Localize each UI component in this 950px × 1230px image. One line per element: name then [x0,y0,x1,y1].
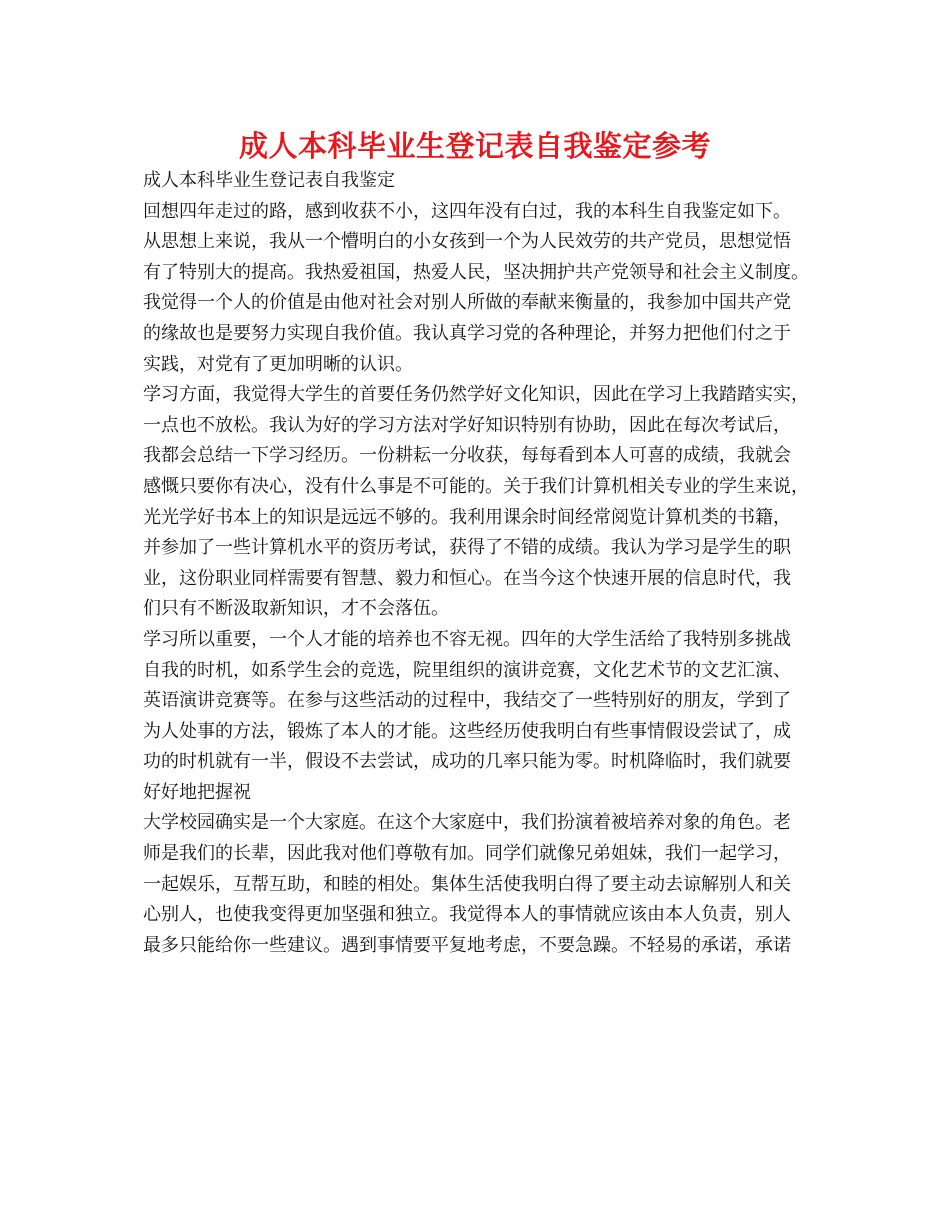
body-line: 感慨只要你有决心，没有什么事是不可能的。关于我们计算机相关专业的学生来说， [143,475,809,497]
document-title: 成人本科毕业生登记表自我鉴定参考 [238,129,711,163]
body-line: 英语演讲竞赛等。在参与这些活动的过程中，我结交了一些特别好的朋友，学到了 [143,690,791,712]
body-line: 们只有不断汲取新知识，才不会落伍。 [143,598,449,620]
body-line: 并参加了一些计算机水平的资历考试，获得了不错的成绩。我认为学习是学生的职 [143,537,791,559]
body-line: 我都会总结一下学习经历。一份耕耘一分收获，每每看到本人可喜的成绩，我就会 [143,445,791,467]
body-line: 心别人，也使我变得更加坚强和独立。我觉得本人的事情就应该由本人负责，别人 [143,904,791,926]
body-line: 一起娱乐，互帮互助，和睦的相处。集体生活使我明白得了要主动去谅解别人和关 [143,873,791,895]
body-line: 一点也不放松。我认为好的学习方法对学好知识特别有协助，因此在每次考试后， [143,414,791,436]
body-line: 业，这份职业同样需要有智慧、毅力和恒心。在当今这个快速开展的信息时代，我 [143,567,791,589]
body-line: 师是我们的长辈，因此我对他们尊敬有加。同学们就像兄弟姐妹，我们一起学习， [143,843,791,865]
body-line: 成人本科毕业生登记表自我鉴定 [143,170,395,191]
body-line: 光光学好书本上的知识是远远不够的。我利用课余时间经常阅览计算机类的书籍， [143,506,791,528]
body-line: 自我的时机，如系学生会的竞选，院里组织的演讲竞赛，文化艺术节的文艺汇演、 [143,659,791,681]
body-line: 为人处事的方法，锻炼了本人的才能。这些经历使我明白有些事情假设尝试了，成 [143,720,791,742]
body-line: 学习方面，我觉得大学生的首要任务仍然学好文化知识，因此在学习上我踏踏实实， [143,384,809,406]
body-line: 实践，对党有了更加明晰的认识。 [143,353,413,375]
body-line: 有了特别大的提高。我热爱祖国，热爱人民，坚决拥护共产党领导和社会主义制度。 [143,261,809,283]
body-line: 从思想上来说，我从一个懵明白的小女孩到一个为人民效劳的共产党员，思想觉悟 [143,231,791,253]
body-line: 大学校园确实是一个大家庭。在这个大家庭中，我们扮演着被培养对象的角色。老 [143,812,791,834]
document-body [143,166,823,961]
body-line: 功的时机就有一半，假设不去尝试，成功的几率只能为零。时机降临时，我们就要 [143,751,791,773]
body-line: 学习所以重要，一个人才能的培养也不容无视。四年的大学生活给了我特别多挑战 [143,628,791,650]
body-line: 回想四年走过的路，感到收获不小，这四年没有白过，我的本科生自我鉴定如下。 [143,200,791,222]
body-line: 我觉得一个人的价值是由他对社会对别人所做的奉献来衡量的，我参加中国共产党 [143,292,791,314]
body-line: 最多只能给你一些建议。遇到事情要平复地考虑，不要急躁。不轻易的承诺，承诺 [143,934,791,956]
body-line: 的缘故也是要努力实现自我价值。我认真学习党的各种理论，并努力把他们付之于 [143,322,791,344]
body-line: 好好地把握祝 [143,781,251,803]
